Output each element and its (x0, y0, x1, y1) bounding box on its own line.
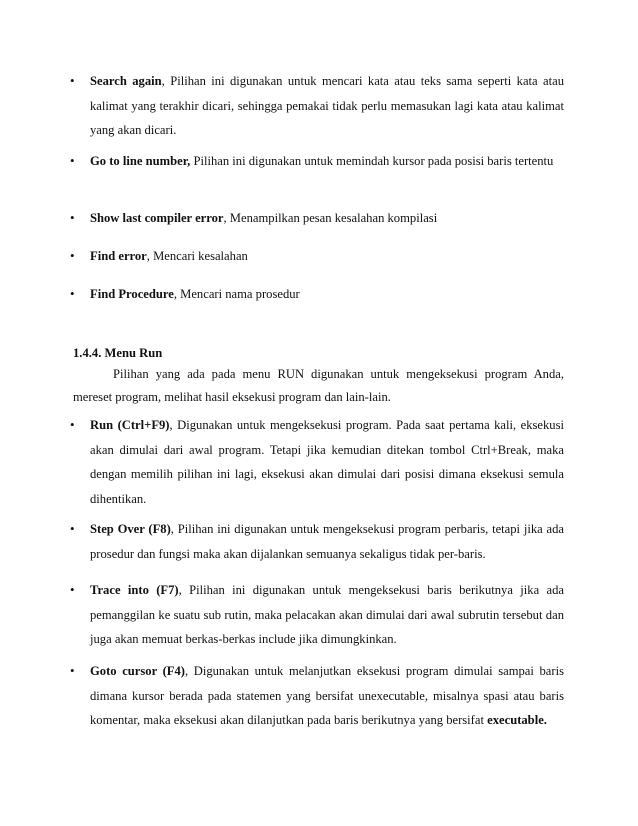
list-item-show-last-compiler-error (70, 206, 564, 231)
bullet-icon: • (70, 663, 75, 678)
bullet-icon: • (70, 582, 75, 597)
list-item-goto-cursor (70, 659, 564, 733)
term: Goto cursor (F4) (90, 664, 185, 678)
term: Step Over (F8) (90, 522, 171, 536)
bullet-icon: • (70, 153, 75, 168)
description: , Mencari nama prosedur (173, 287, 300, 301)
bullet-icon: • (70, 521, 75, 536)
term: Run (Ctrl+F9) (90, 418, 170, 432)
term: Find Procedure (90, 287, 174, 301)
list-item-find-procedure (70, 282, 564, 307)
paragraph-text: Pilihan yang ada pada menu RUN digunakan untuk mengeksekusi program Anda, mereset program, melihat hasil eksekusi program dan lain-lain. (73, 367, 564, 404)
description: , Menampilkan pesan kesalahan kompilasi (223, 211, 438, 225)
description: , Digunakan untuk mengeksekusi program. Pada saat pertama kali, eksekusi akan dimulai dari awal program. Tetapi jika kemudian ditekan tombol Ctrl+Break, maka dengan memilih pilihan ini lagi, eksekusi akan dimulai dari posisi dimana eksekusi semula dihentikan. (90, 418, 565, 506)
bullet-icon: • (70, 248, 75, 263)
list-item-step-over (70, 517, 564, 566)
list-item-trace-into (70, 578, 564, 652)
section-paragraph (73, 363, 564, 409)
description: , Mencari kesalahan (146, 249, 248, 263)
term: Find error (90, 249, 147, 263)
term-tail: executable. (487, 713, 547, 727)
section-title: 1.4.4. Menu Run (73, 346, 163, 360)
bullet-icon: • (70, 417, 75, 432)
description: , Pilihan ini digunakan untuk mengeksekusi program perbaris, tetapi jika ada prosedur dan fungsi maka akan dijalankan semuanya sekaligus tidak per-baris. (90, 522, 564, 561)
list-item-go-to-line (70, 149, 564, 174)
term: Go to line number, (90, 154, 191, 168)
list-item-find-error (70, 244, 564, 269)
list-item-run (70, 413, 565, 511)
bullet-icon: • (70, 73, 75, 88)
description: Pilihan ini digunakan untuk memindah kursor pada posisi baris tertentu (190, 154, 554, 168)
term: Trace into (F7) (90, 583, 179, 597)
description: , Pilihan ini digunakan untuk mencari kata atau teks sama seperti kata atau kalimat yang terakhir dicari, sehingga pemakai tidak perlu memasukan lagi kata atau kalimat yang akan dicari. (90, 74, 564, 137)
bullet-icon: • (70, 286, 75, 301)
term: Search again (90, 74, 162, 88)
term: Show last compiler error (90, 211, 224, 225)
list-item-search-again (70, 69, 564, 143)
description: , Digunakan untuk melanjutkan eksekusi program dimulai sampai baris dimana kursor berada pada statemen yang bersifat unexecutable, misalnya spasi atau baris komentar, maka eksekusi akan dilanjutkan pada baris berikutnya yang bersifat (90, 664, 564, 727)
bullet-icon: • (70, 210, 75, 225)
description: , Pilihan ini digunakan untuk mengeksekusi baris berikutnya jika ada pemanggilan ke suatu sub rutin, maka pelacakan akan dimulai dari awal subrutin tersebut dan juga akan memuat berkas-berkas include jika dimungkinkan. (90, 583, 564, 646)
